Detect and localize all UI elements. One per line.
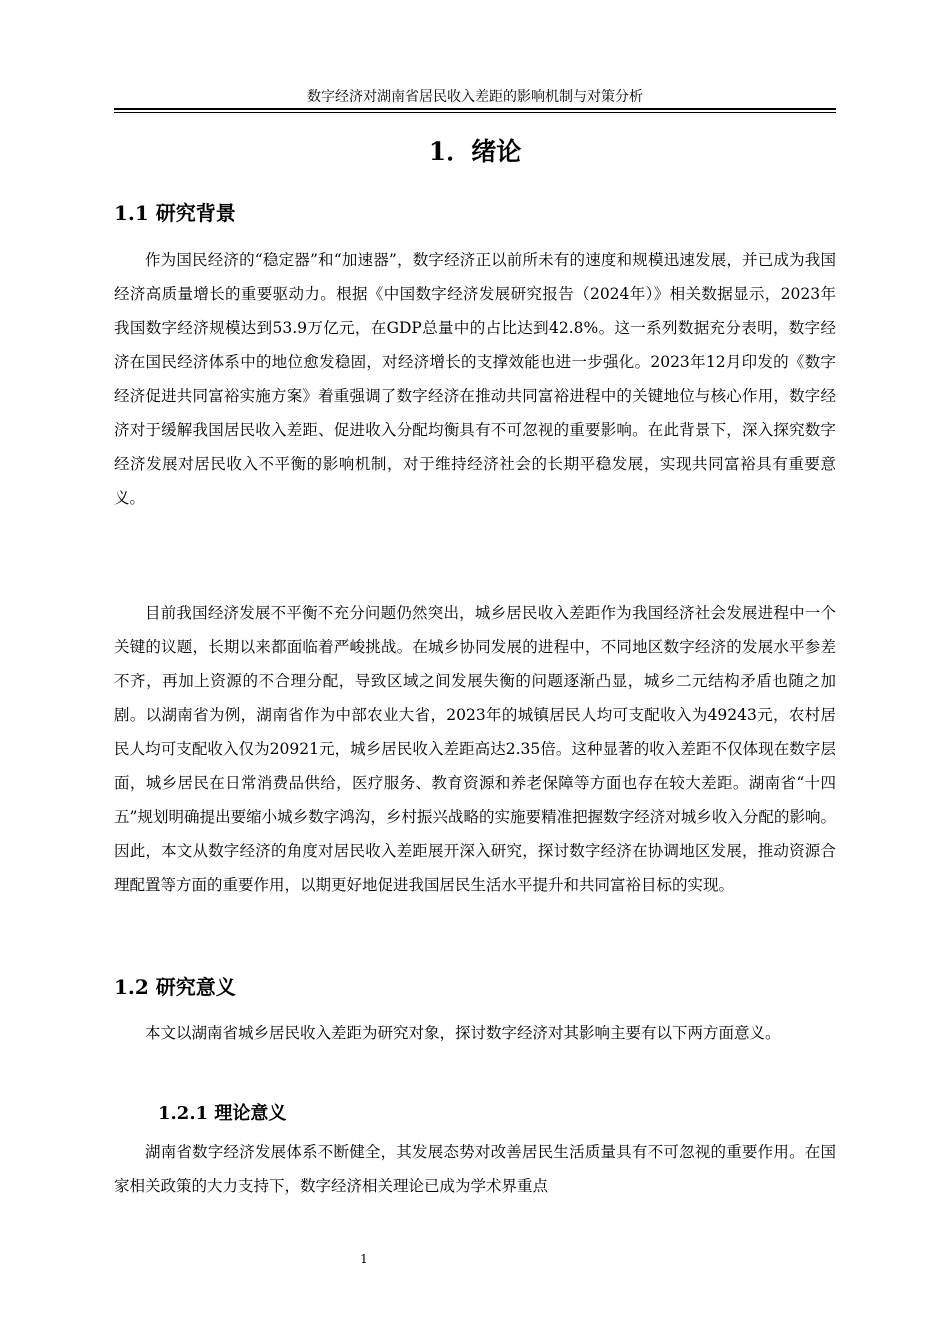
paragraph-theoretical-significance: 湖南省数字经济发展体系不断健全，其发展态势对改善居民生活质量具有不可忽视的重要作用。在国家相关政策的大力支持下，数字经济相关理论已成为学术界重点 [114,1143,836,1195]
page-number: 1 [360,1252,368,1266]
document-page [114,0,836,1344]
section-heading-research-background: 1.1 研究背景 [114,201,236,225]
paragraph-background-1: 作为国民经济的“稳定器”和“加速器”，数字经济正以前所未有的速度和规模迅速发展，并已成为我国经济高质量增长的重要驱动力。根据《中国数字经济发展研究报告（2024年）》相关数据显示，2023年我国数字经济规模达到53.9万亿元，在GDP总量中的占比达到42.8%。这一系列数据充分表明，数字经济在国民经济体系中的地位愈发稳固，对经济增长的支撑效能也进一步强化。2023年12月印发的《数字经济促进共同富裕实施方案》着重强调了数字经济在推动共同富裕进程中的关键地位与核心作用，数字经济对于缓解我国居民收入差距、促进收入分配均衡具有不可忽视的重要影响。在此背景下，深入探究数字经济发展对居民收入不平衡的影响机制，对于维持经济社会的长期平稳发展，实现共同富裕具有重要意义。 [114,251,836,507]
header-rule [114,108,836,110]
header-rule-secondary [114,112,836,113]
section-heading-research-significance: 1.2 研究意义 [114,975,236,999]
chapter-title: 1．绪论 [428,137,522,166]
running-header: 数字经济对湖南省居民收入差距的影响机制与对策分析 [307,89,643,105]
subsection-heading-theoretical-significance: 1.2.1 理论意义 [158,1103,287,1124]
paragraph-significance-intro: 本文以湖南省城乡居民收入差距为研究对象，探讨数字经济对其影响主要有以下两方面意义。 [145,1024,781,1042]
paragraph-background-2: 目前我国经济发展不平衡不充分问题仍然突出，城乡居民收入差距作为我国经济社会发展进程中一个关键的议题，长期以来都面临着严峻挑战。在城乡协同发展的进程中，不同地区数字经济的发展水平参差不齐，再加上资源的不合理分配，导致区域之间发展失衡的问题逐渐凸显，城乡二元结构矛盾也随之加剧。以湖南省为例，湖南省作为中部农业大省，2023年的城镇居民人均可支配收入为49243元，农村居民人均可支配收入仅为20921元，城乡居民收入差距高达2.35倍。这种显著的收入差距不仅体现在数字层面，城乡居民在日常消费品供给，医疗服务、教育资源和养老保障等方面也存在较大差距。湖南省“十四五”规划明确提出要缩小城乡数字鸿沟，乡村振兴战略的实施要精准把握数字经济对城乡收入分配的影响。因此，本文从数字经济的角度对居民收入差距展开深入研究，探讨数字经济在协调地区发展，推动资源合理配置等方面的重要作用，以期更好地促进我国居民生活水平提升和共同富裕目标的实现。 [114,604,836,894]
